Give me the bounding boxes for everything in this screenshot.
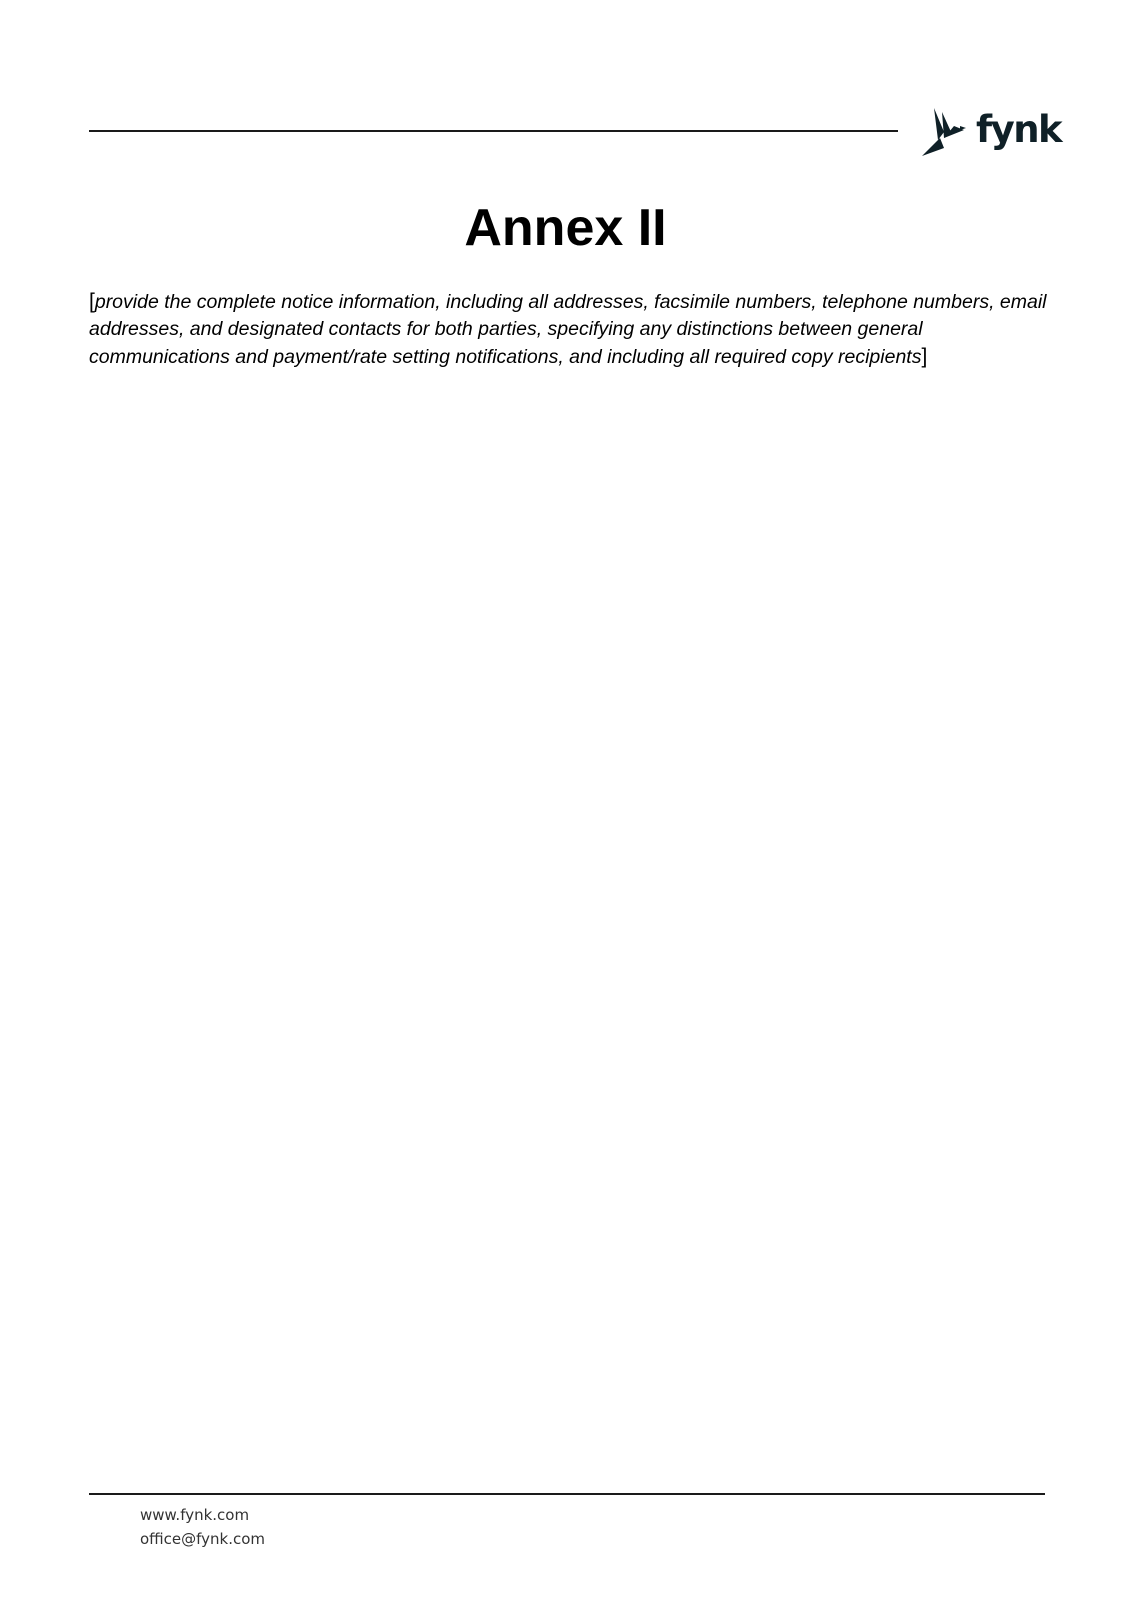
- instruction-text: provide the complete notice information, including all addresses, facsimile numbers, telephone numbers, email addresses, and designated contacts for both parties, specifying any distinctions between general communications and payment/rate setting notifications, and including all required copy recipients: [89, 291, 1047, 368]
- header-divider: [89, 130, 898, 132]
- instruction-placeholder: [89, 288, 1049, 371]
- open-bracket: [: [89, 290, 95, 313]
- bird-icon: [920, 104, 978, 162]
- close-bracket: ]: [921, 345, 928, 368]
- page-title: Annex II: [464, 199, 667, 257]
- fynk-logo: [920, 104, 1062, 162]
- logo-wordmark: fynk: [976, 107, 1062, 151]
- footer-email-link[interactable]: office@fynk.com: [140, 1530, 266, 1548]
- footer-website-link[interactable]: www.fynk.com: [140, 1506, 250, 1524]
- footer-divider: [89, 1493, 1045, 1495]
